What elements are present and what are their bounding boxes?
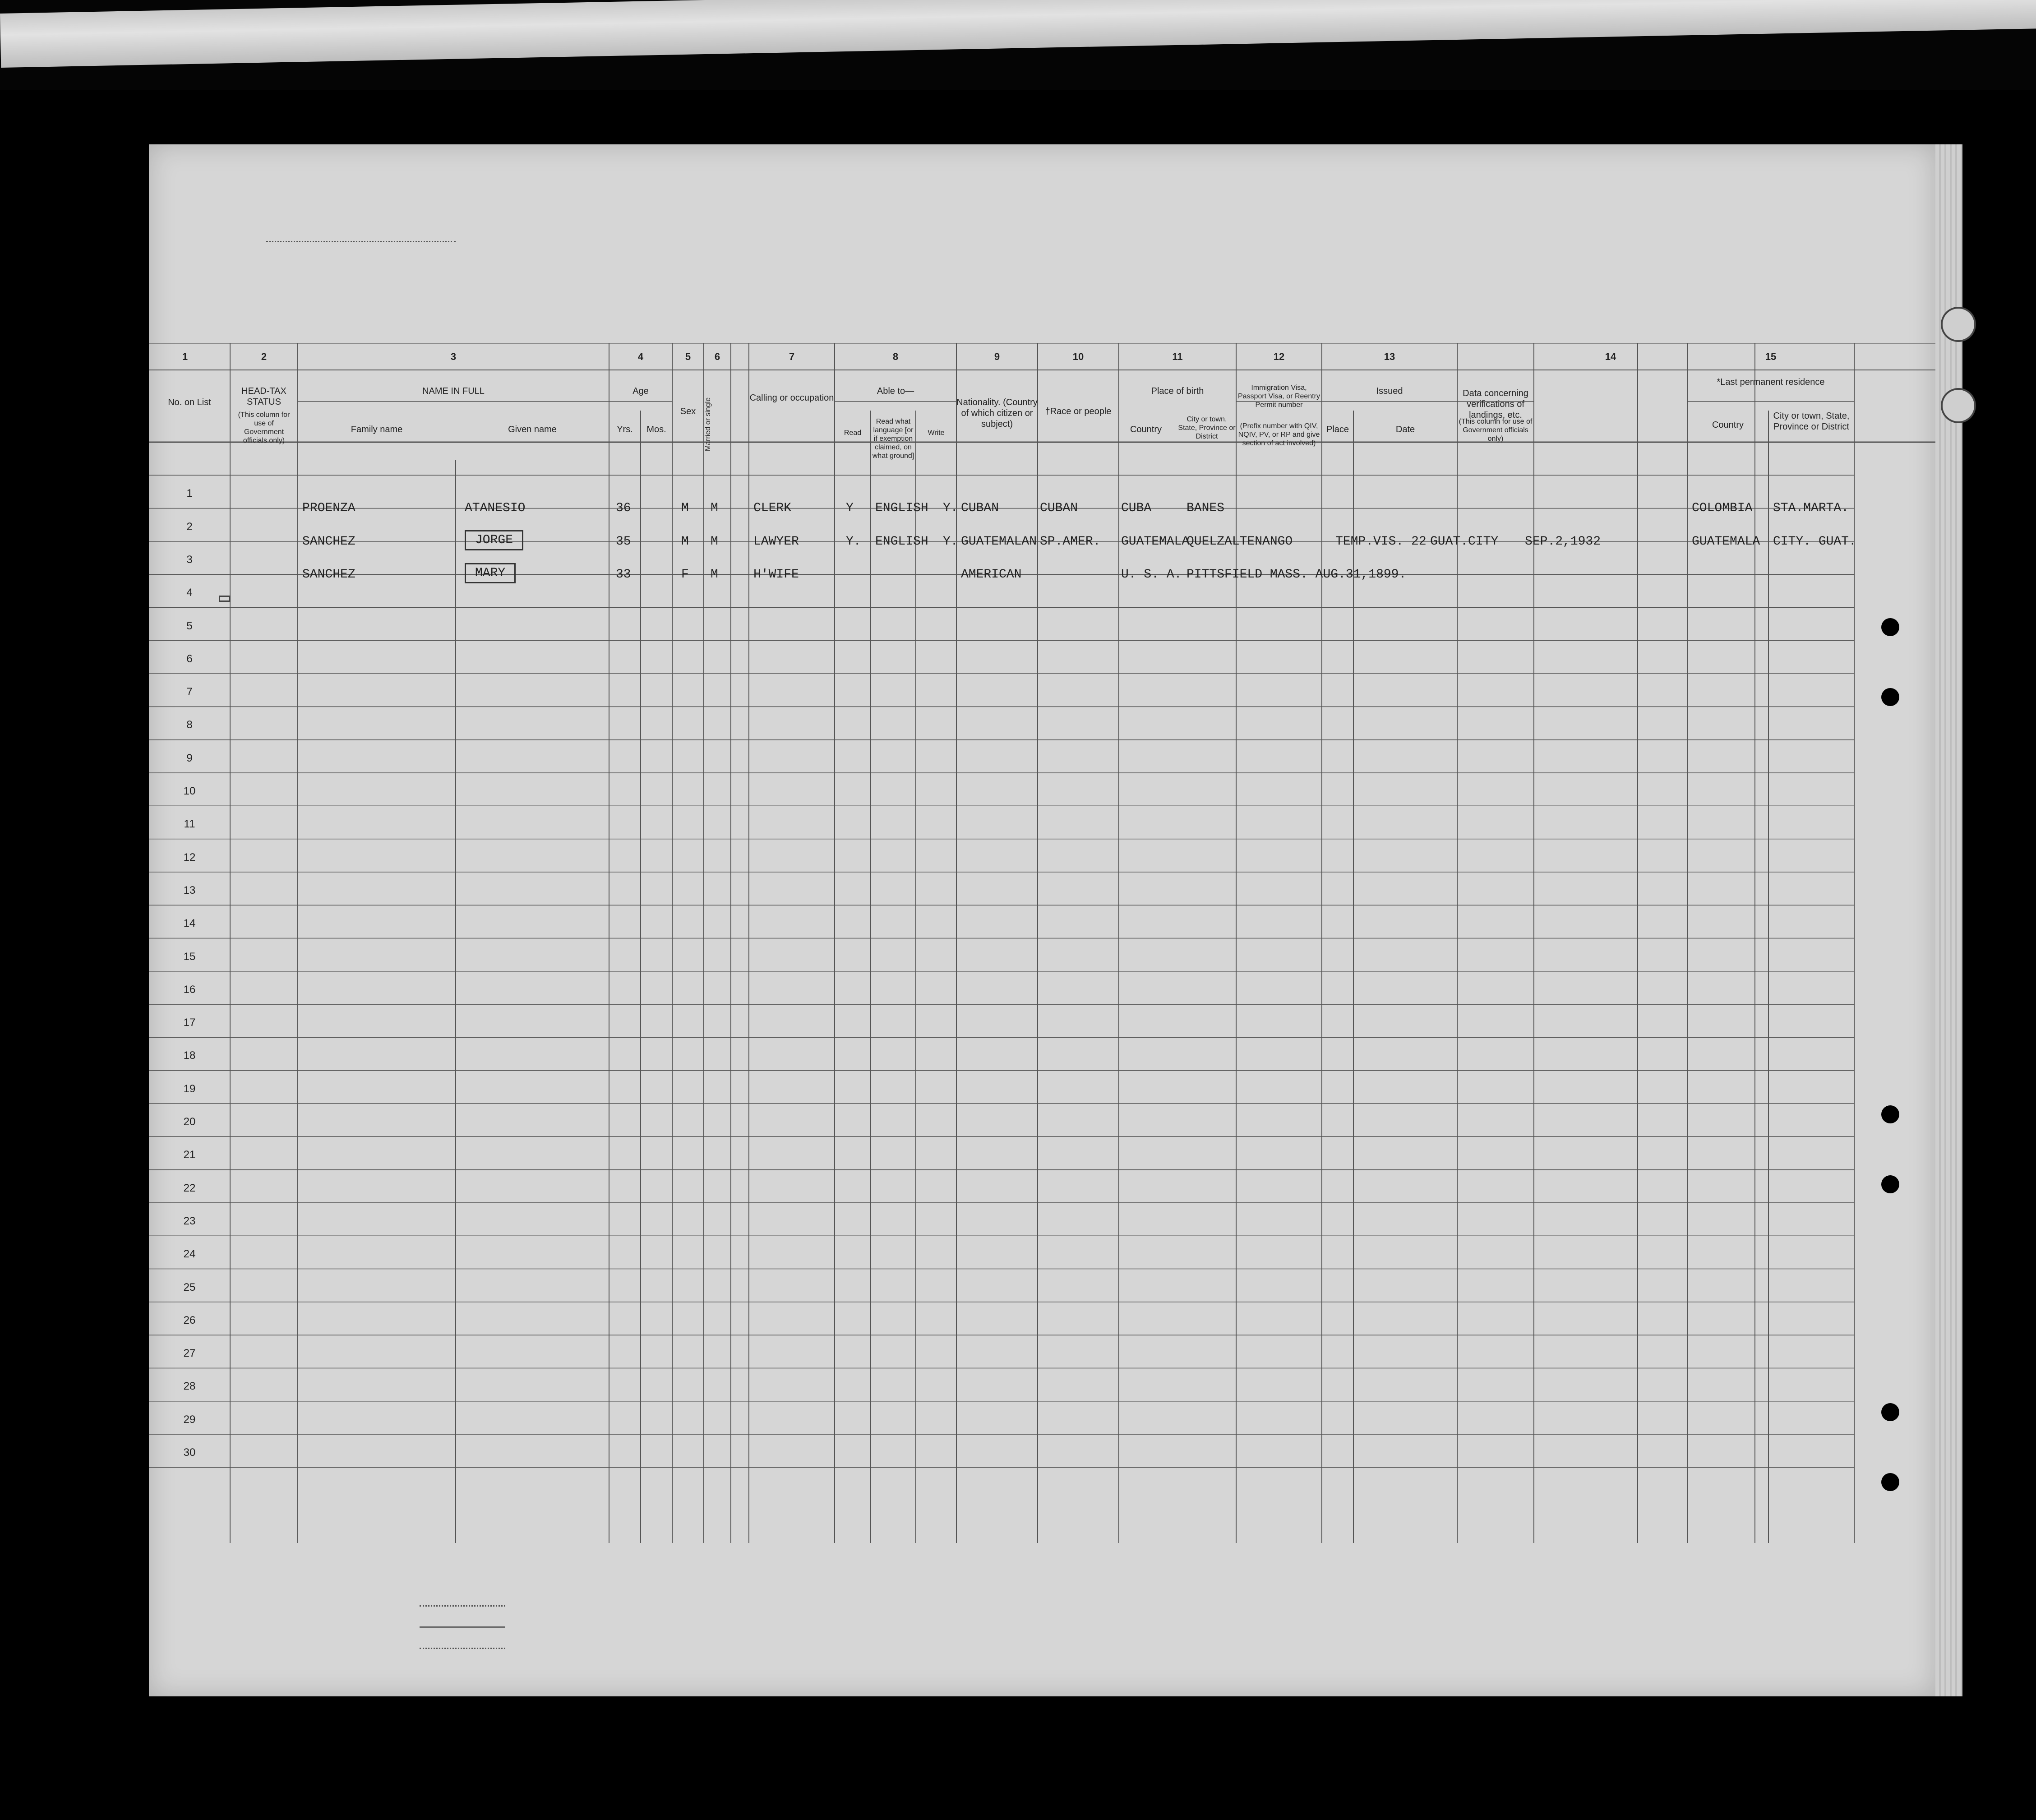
list-line — [266, 241, 456, 242]
column-number: 12 — [1273, 351, 1285, 362]
write: Y. — [943, 534, 958, 549]
row-number: 2 — [186, 520, 193, 533]
age-years: 35 — [616, 534, 631, 549]
row-number: 1 — [186, 487, 193, 500]
row-number: 10 — [183, 785, 196, 797]
footer-citizens-line — [420, 1626, 505, 1628]
residence-city: CITY. GUAT. — [1773, 534, 1856, 549]
header-race: †Race or people — [1045, 406, 1112, 416]
nationality: GUATEMALAN — [961, 534, 1037, 549]
column-number: 14 — [1605, 351, 1616, 362]
read: Y — [846, 501, 854, 516]
header-able-to: Able to— — [877, 386, 914, 396]
header-calling: Calling or occupation — [749, 393, 834, 403]
header-last-residence: *Last permanent residence — [1717, 377, 1825, 387]
residence-country: GUATEMALA — [1692, 534, 1760, 549]
given-name: ATANESIO — [465, 501, 526, 516]
nationality: CUBAN — [961, 501, 999, 516]
row-number: 5 — [186, 619, 193, 632]
visa-number: TEMP.VIS. 22 — [1335, 534, 1427, 549]
binder-tab — [1941, 307, 1976, 342]
row-number: 3 — [186, 553, 193, 566]
header-data-note: (This column for use of Government officials only) — [1459, 418, 1533, 443]
row-number: 19 — [183, 1082, 196, 1095]
issued-place: GUAT.CITY — [1430, 534, 1499, 549]
age-years: 36 — [616, 501, 631, 516]
row-number: 15 — [183, 950, 196, 963]
header-married: Married or single — [704, 397, 712, 451]
header-visa-note: (Prefix number with QIV, NQIV, PV, or RP and give section of act involved) — [1238, 422, 1320, 447]
family-name: SANCHEZ — [302, 567, 355, 582]
sex: M — [681, 534, 689, 549]
film-strip — [0, 0, 2036, 90]
row-number: 6 — [186, 652, 193, 665]
row-number: 29 — [183, 1413, 196, 1426]
header-head-tax: HEAD-TAX STATUS — [241, 386, 286, 407]
row-number: 13 — [183, 884, 196, 896]
read-language: ENGLISH — [875, 501, 928, 516]
row-number: 24 — [183, 1248, 196, 1261]
birth-city: BANES — [1187, 501, 1225, 516]
row-number: 11 — [184, 818, 195, 831]
row-number: 26 — [183, 1314, 196, 1326]
age-years: 33 — [616, 567, 631, 582]
row-number: 9 — [186, 752, 193, 764]
row-number: 17 — [183, 1016, 196, 1029]
read: Y. — [846, 534, 861, 549]
punch-hole — [1881, 1473, 1899, 1491]
birth-city: PITTSFIELD MASS. AUG.31,1899. — [1187, 567, 1407, 582]
header-birth-city: City or town, State, Province or District — [1178, 416, 1236, 440]
ruled-grid — [149, 343, 1935, 1543]
header-mos: Mos. — [646, 425, 666, 434]
header-res-city: City or town, State, Province or District — [1773, 411, 1850, 432]
header-no-on-list: No. on List — [168, 397, 211, 407]
race: CUBAN — [1040, 501, 1078, 516]
row-number: 28 — [183, 1380, 196, 1393]
birth-country: CUBA — [1121, 501, 1152, 516]
column-number: 3 — [450, 351, 457, 362]
header-head-tax-note: (This column for use of Government officials only) — [238, 411, 290, 444]
row-number: 30 — [183, 1446, 196, 1459]
family-name: SANCHEZ — [302, 534, 355, 549]
row-number: 18 — [183, 1049, 196, 1062]
row-number: 22 — [183, 1182, 196, 1194]
column-number: 8 — [892, 351, 899, 362]
sheet-edge — [1935, 144, 1962, 1696]
header-issued-date: Date — [1395, 425, 1415, 434]
column-number: 13 — [1384, 351, 1395, 362]
birth-country: U. S. A. — [1121, 567, 1182, 582]
column-number: 7 — [789, 351, 795, 362]
column-number: 10 — [1072, 351, 1084, 362]
header-place-of-birth: Place of birth — [1151, 386, 1204, 396]
header-family-name: Family name — [351, 425, 403, 434]
header-read: Read — [844, 429, 862, 437]
column-number: 2 — [261, 351, 267, 362]
column-number: 15 — [1765, 351, 1777, 362]
row-number: 25 — [183, 1281, 196, 1293]
row-number: 12 — [183, 851, 196, 864]
birth-country: GUATEMALA — [1121, 534, 1190, 549]
row-number: 16 — [183, 983, 196, 996]
sex: M — [681, 501, 689, 516]
header-birth-country: Country — [1130, 425, 1162, 434]
punch-hole — [1881, 688, 1899, 706]
column-number: 6 — [714, 351, 720, 362]
official-stamp — [219, 596, 231, 602]
header-issued: Issued — [1376, 386, 1403, 396]
married-status: M — [711, 501, 718, 516]
married-status: M — [711, 534, 718, 549]
header-data-concerning: Data concerning verifications of landings, etc. — [1463, 388, 1528, 420]
row-number: 14 — [183, 917, 196, 930]
header-sex: Sex — [680, 406, 696, 416]
row-number: 23 — [183, 1215, 196, 1227]
calling: CLERK — [753, 501, 792, 516]
row-number: 7 — [186, 686, 193, 698]
column-number: 1 — [182, 351, 188, 362]
punch-hole — [1881, 618, 1899, 636]
nationality: AMERICAN — [961, 567, 1022, 582]
write: Y. — [943, 501, 958, 516]
column-number: 9 — [994, 351, 1000, 362]
married-status: M — [711, 567, 718, 582]
punch-hole — [1881, 1175, 1899, 1193]
binder-tab — [1941, 388, 1976, 423]
header-res-country: Country — [1712, 420, 1744, 430]
read-language: ENGLISH — [875, 534, 928, 549]
issued-date: SEP.2,1932 — [1525, 534, 1601, 549]
punch-hole — [1881, 1403, 1899, 1421]
row-number: 21 — [183, 1149, 196, 1161]
header-yrs: Yrs. — [617, 425, 633, 434]
given-name: MARY — [465, 563, 516, 583]
film-band — [0, 0, 2036, 68]
header-write: Write — [928, 429, 945, 437]
calling: LAWYER — [753, 534, 799, 549]
row-number: 8 — [186, 719, 193, 731]
manifest-sheet — [149, 144, 1935, 1696]
row-number: 20 — [183, 1116, 196, 1128]
column-number: 5 — [685, 351, 691, 362]
row-number: 4 — [186, 587, 193, 599]
residence-country: COLOMBIA — [1692, 501, 1753, 516]
column-number: 11 — [1172, 351, 1183, 362]
calling: H'WIFE — [753, 567, 799, 582]
header-given-name: Given name — [508, 425, 557, 434]
header-age: Age — [632, 386, 649, 396]
header-visa: Immigration Visa, Passport Visa, or Reentry Permit number — [1237, 384, 1320, 409]
race: SP.AMER. — [1040, 534, 1101, 549]
punch-hole — [1881, 1105, 1899, 1123]
header-read-what: Read what language [or if exemption claimed, on what ground] — [872, 418, 914, 460]
sex: F — [681, 567, 689, 582]
header-name-in-full: NAME IN FULL — [422, 386, 485, 396]
residence-city: STA.MARTA. — [1773, 501, 1849, 516]
footer-aliens-line — [420, 1648, 505, 1649]
header-issued-place: Place — [1326, 425, 1349, 434]
footer-total-line — [420, 1605, 505, 1607]
row-number: 27 — [183, 1347, 196, 1360]
header-nationality: Nationality. (Country of which citizen or subject) — [956, 397, 1038, 429]
given-name: JORGE — [465, 530, 523, 550]
column-number: 4 — [637, 351, 644, 362]
birth-city: QUELZALTENANGO — [1187, 534, 1293, 549]
family-name: PROENZA — [302, 501, 355, 516]
